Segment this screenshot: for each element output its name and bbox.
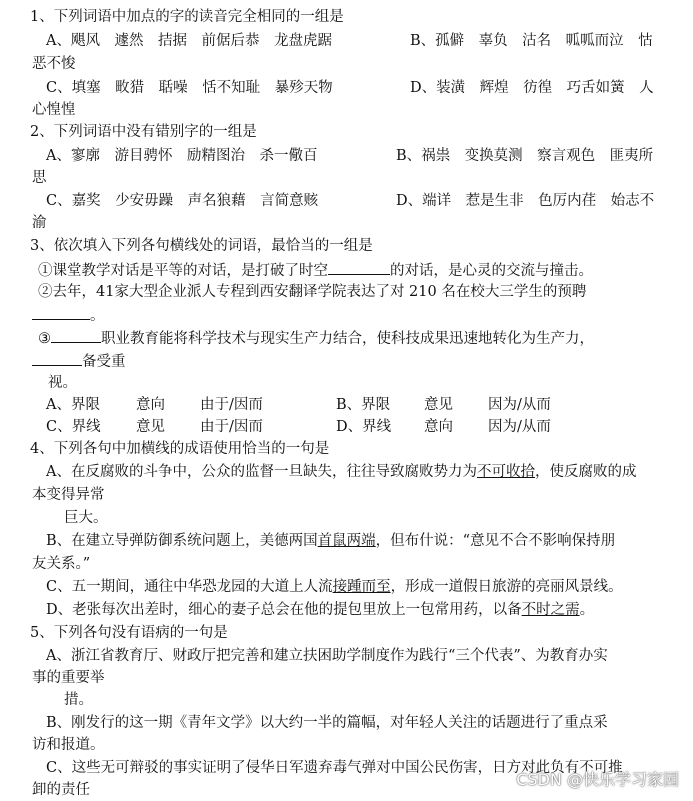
blank-2	[32, 303, 90, 320]
q2-option-c: C、嘉奖 少安毋躁 声名狼藉 言简意赅	[46, 193, 319, 209]
q4-d-idiom: 不时之需	[521, 602, 580, 618]
q1-option-b: B、孤僻 辜负 沽名 呱呱而泣 怙	[410, 33, 653, 49]
q4-b-pre: B、在建立导弹防御系统问题上，美德两国	[46, 533, 318, 549]
q4-option-b	[46, 530, 615, 552]
q4-c-idiom: 接踵而至	[332, 579, 391, 595]
q3-s2-end: 。	[90, 308, 105, 324]
q4-a-pre: A、在反腐败的斗争中，公众的监督一旦缺失，往往导致腐败势力为	[46, 464, 477, 480]
q3-sentence-2-end	[32, 303, 105, 325]
q3-option-c-2: 意见	[136, 419, 165, 435]
csdn-watermark: CSDN @快乐学习家园	[516, 770, 679, 789]
q2-option-d-cont: 渝	[32, 215, 47, 231]
q3-option-a-2: 意向	[136, 397, 165, 413]
q3-stem: 3、依次填入下列各句横线处的词语，最恰当的一组是	[30, 238, 373, 254]
q3-sentence-2: ②去年，41家大型企业派人专程到西安翻译学院表达了对 210 名在校大三学生的预聘	[38, 284, 587, 300]
q5-option-b-l2: 访和报道。	[32, 737, 105, 753]
q1-stem: 1、下列词语中加点的字的读音完全相同的一组是	[30, 9, 344, 25]
q3-option-b-1: B、界限	[336, 397, 391, 413]
q3-s1-pre: ①课堂教学对话是平等的对话，是打破了时空	[38, 263, 328, 279]
q4-a-idiom: 不可收拾	[476, 464, 535, 480]
q4-option-a	[46, 461, 636, 483]
q4-option-d	[46, 599, 594, 621]
q3-s3-pre: ③	[38, 331, 51, 347]
q1-option-c: C、填塞 畋猎 聒噪 恬不知耻 暴殄天物	[46, 80, 333, 96]
q4-a-post: ，使反腐败的成	[534, 464, 637, 480]
q4-c-pre: C、五一期间，通往中华恐龙园的大道上人流	[46, 579, 333, 595]
q3-s3-post: 职业教育能将科学技术与现实生产力结合，使科技成果迅速地转化为生产力，	[101, 331, 594, 347]
q1-option-a: A、飓风 遽然 拮据 前倨后恭 龙盘虎踞	[46, 33, 332, 49]
q1-option-d: D、装潢 辉煌 彷徨 巧舌如簧 人	[410, 80, 654, 96]
q3-sentence-3	[38, 326, 594, 348]
q5-option-c-l2: 卸的责任	[32, 782, 90, 798]
q2-stem: 2、下列词语中没有错别字的一组是	[30, 124, 257, 140]
q4-option-c	[46, 576, 623, 598]
q5-option-c: C、这些无可辩驳的事实证明了侵华日军遗弃毒气弹对中国公民伤害，日方对此负有不可推	[46, 760, 623, 776]
q4-b-post: ，但布什说：“意见不合不影响保持朋	[375, 533, 616, 549]
q3-option-c-1: C、界线	[46, 419, 101, 435]
q3-option-c-3: 由于/因而	[200, 419, 263, 435]
q5-option-a-l3: 措。	[64, 692, 93, 708]
q4-b-idiom: 首鼠两端	[317, 533, 376, 549]
q3-option-a-1: A、界限	[46, 397, 100, 413]
q2-option-b: B、祸祟 变换莫测 察言观色 匪夷所	[396, 148, 654, 164]
q3-s1-post: 的对话，是心灵的交流与撞击。	[390, 263, 593, 279]
q3-option-d-1: D、界线	[336, 419, 392, 435]
q3-sentence-3-l3: 视。	[48, 375, 77, 391]
q4-c-post: ，形成一道假日旅游的亮丽风景线。	[390, 579, 623, 595]
blank-1	[328, 258, 390, 275]
q2-option-d: D、端详 惹是生非 色厉内荏 始志不	[396, 193, 655, 209]
q5-option-a-l2: 事的重要举	[32, 670, 105, 686]
blank-4	[32, 349, 82, 366]
q2-option-a: A、寥廓 游目骋怀 励精图治 杀一儆百	[46, 148, 318, 164]
q4-d-post: 。	[579, 602, 595, 618]
q1-option-d-cont: 心惶惶	[32, 102, 76, 118]
q3-option-b-2: 意见	[424, 397, 453, 413]
q3-sentence-3-l2	[32, 349, 126, 371]
q4-stem: 4、下列各句中加横线的成语使用恰当的一句是	[30, 441, 330, 457]
q4-d-pre: D、老张每次出差时，细心的妻子总会在他的提包里放上一包常用药，以备	[46, 602, 522, 618]
q5-option-b: B、刚发行的这一期《青年文学》以大约一半的篇幅，对年轻人关注的话题进行了重点采	[46, 715, 608, 731]
q3-option-d-2: 意向	[424, 419, 453, 435]
blank-3	[51, 326, 101, 343]
q1-option-b-cont: 恶不悛	[32, 56, 76, 72]
q3-sentence-1	[38, 258, 593, 280]
q3-option-d-3: 因为/从而	[488, 419, 551, 435]
q3-option-a-3: 由于/因而	[200, 397, 263, 413]
q3-option-b-3: 因为/从而	[488, 397, 551, 413]
q2-option-b-cont: 思	[32, 170, 47, 186]
q5-option-a: A、浙江省教育厅、财政厅把完善和建立扶困助学制度作为践行“三个代表”、为教育办实	[46, 648, 608, 664]
q4-option-a-l3: 巨大。	[64, 510, 108, 526]
q4-option-b-l2: 友关系。”	[32, 556, 91, 572]
q5-stem: 5、下列各句没有语病的一句是	[30, 625, 228, 641]
q4-option-a-l2: 本变得异常	[32, 487, 105, 503]
q3-s3-l2: 备受重	[82, 354, 126, 370]
